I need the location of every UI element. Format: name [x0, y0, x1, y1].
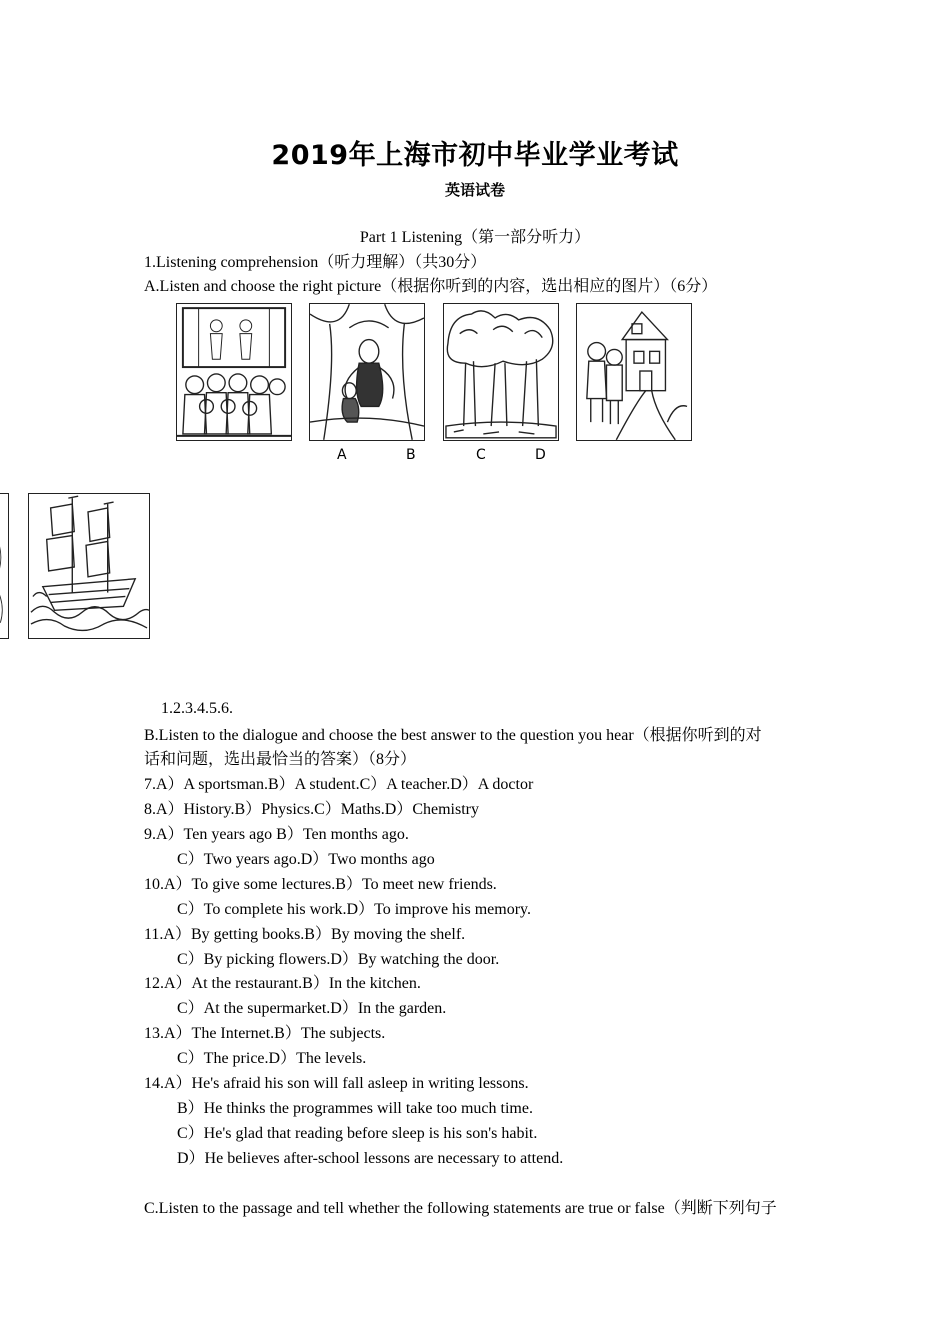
- picture-sailing-ship: [28, 493, 150, 639]
- picture-b-monkeys-jungle: [309, 303, 425, 441]
- picture-cropped-partial: [0, 493, 9, 639]
- question-14-d: D）He believes after-school lessons are necessary to attend.: [177, 1150, 564, 1167]
- picture-label-d: D: [535, 447, 546, 463]
- section-b-instruction-line2: 话和问题，选出最恰当的答案）（8分）: [144, 751, 417, 768]
- picture-label-c: C: [476, 447, 486, 463]
- question-13-cd: C）The price.D）The levels.: [177, 1050, 367, 1067]
- question-14-b: B）He thinks the programmes will take too much time.: [177, 1100, 533, 1117]
- question-12-cd: C）At the supermarket.D）In the garden.: [177, 1000, 447, 1017]
- question-11-ab: 11.A）By getting books.B）By moving the shelf.: [144, 926, 466, 943]
- question-11-cd: C）By picking flowers.D）By watching the door.: [177, 951, 500, 968]
- question-10-ab: 10.A）To give some lectures.B）To meet new friends.: [144, 876, 497, 893]
- question-9-ab: 9.A）Ten years ago B）Ten months ago.: [144, 826, 409, 843]
- question-8: 8.A）History.B）Physics.C）Maths.D）Chemistry: [144, 801, 479, 818]
- section-b-instruction-line1: B.Listen to the dialogue and choose the best answer to the question you hear（根据你听到的对: [144, 727, 762, 744]
- exam-title: 2019年上海市初中毕业学业考试: [271, 140, 679, 171]
- picture-question-numbers: 1.2.3.4.5.6.: [161, 700, 233, 717]
- question-14-c: C）He's glad that reading before sleep is his son's habit.: [177, 1125, 538, 1142]
- question-10-cd: C）To complete his work.D）To improve his memory.: [177, 901, 532, 918]
- section-c-instruction: C.Listen to the passage and tell whether the following statements are true or false（判断下列句子: [144, 1200, 777, 1217]
- question-9-cd: C）Two years ago.D）Two months ago: [177, 851, 435, 868]
- part1-heading: Part 1 Listening（第一部分听力）: [359, 229, 591, 246]
- question-12-ab: 12.A）At the restaurant.B）In the kitchen.: [144, 975, 421, 992]
- picture-c-forest: [443, 303, 559, 441]
- section-1-heading: 1.Listening comprehension（听力理解）（共30分）: [144, 254, 487, 271]
- picture-d-children-house: [576, 303, 692, 441]
- exam-subtitle: 英语试卷: [444, 181, 505, 199]
- section-a-instruction: A.Listen and choose the right picture（根据你听到的内容，选出相应的图片）（6分）: [144, 278, 718, 295]
- question-14-a: 14.A）He's afraid his son will fall asleep in writing lessons.: [144, 1075, 529, 1092]
- question-7: 7.A）A sportsman.B）A student.C）A teacher.D）A doctor: [144, 776, 534, 793]
- question-13-ab: 13.A）The Internet.B）The subjects.: [144, 1025, 386, 1042]
- picture-label-a: A: [337, 447, 347, 463]
- picture-a-audience-stage: [176, 303, 292, 441]
- picture-label-b: B: [406, 447, 416, 463]
